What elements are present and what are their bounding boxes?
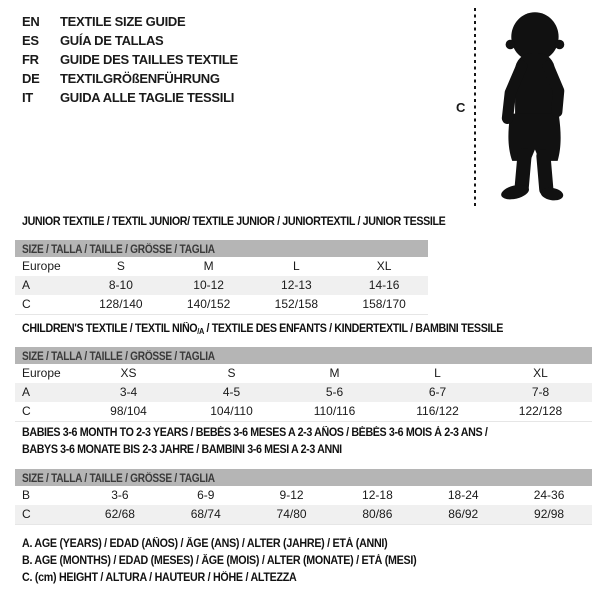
language-code: EN <box>22 14 40 29</box>
row-label: C <box>22 404 31 418</box>
row-label: C <box>22 507 31 521</box>
row-label: Europe <box>22 259 61 273</box>
value-cell: 140/152 <box>186 297 231 311</box>
table-row <box>15 364 592 383</box>
title-subscript: /A <box>197 327 204 336</box>
value-cell: 128/140 <box>99 297 143 311</box>
guide-title: TEXTILGRÖßENFÜHRUNG <box>60 71 220 86</box>
height-measure-dashed-line <box>474 8 476 206</box>
value-cell: 12-13 <box>281 278 312 292</box>
value-cell: 14-16 <box>368 278 400 292</box>
language-row <box>22 69 238 88</box>
language-title-list <box>22 12 238 107</box>
language-row <box>22 31 238 50</box>
value-cell: 98/104 <box>110 404 147 418</box>
children-table-title <box>22 321 503 340</box>
size-header-text: SIZE / TALLA / TAILLE / GRÖSSE / TAGLIA <box>22 473 215 485</box>
size-header-text: SIZE / TALLA / TAILLE / GRÖSSE / TAGLIA <box>22 351 215 363</box>
value-cell: 158/170 <box>362 297 406 311</box>
legend-line-c: C. (cm) HEIGHT / ALTURA / HAUTEUR / HÖHE / ALTEZZA <box>22 572 297 584</box>
value-cell: 92/98 <box>534 507 565 521</box>
size-cell: L <box>434 366 441 380</box>
value-cell: 8-10 <box>108 278 133 292</box>
guide-title: GUIDE DES TAILLES TEXTILE <box>60 52 238 67</box>
value-cell: 7-8 <box>531 385 550 399</box>
value-cell: 68/74 <box>190 507 221 521</box>
size-cell: XL <box>533 366 548 380</box>
legend-line-b: B. AGE (MONTHS) / EDAD (MESES) / ÂGE (MOIS) / ALTER (MONATE) / ETÀ (MESI) <box>22 555 417 567</box>
value-cell: 24-36 <box>533 488 565 502</box>
table-row <box>15 257 428 276</box>
size-header-bar <box>15 240 428 257</box>
guide-title: GUÍA DE TALLAS <box>60 33 164 48</box>
value-cell: 3-4 <box>119 385 138 399</box>
babies-size-table <box>15 469 592 525</box>
value-cell: 18-24 <box>447 488 479 502</box>
row-label: A <box>22 278 31 292</box>
value-cell: 6-7 <box>428 385 447 399</box>
table-row <box>15 486 592 505</box>
value-cell: 74/80 <box>276 507 307 521</box>
row-label: A <box>22 385 31 399</box>
height-figure <box>450 0 600 215</box>
table-row <box>15 383 592 402</box>
row-label: C <box>22 297 31 311</box>
value-cell: 116/122 <box>416 404 459 418</box>
value-cell: 10-12 <box>193 278 224 292</box>
title-line: BABIES 3-6 MONTH TO 2-3 YEARS / BEBÉS 3-6 MESES A 2-3 AÑOS / BÉBÉS 3-6 MOIS À 2-3 ANS / <box>22 427 488 439</box>
height-measure-label: C <box>456 100 466 115</box>
size-header-text: SIZE / TALLA / TAILLE / GRÖSSE / TAGLIA <box>22 244 215 256</box>
table-row <box>15 276 428 295</box>
size-header-bar <box>15 469 592 486</box>
language-code: ES <box>22 33 39 48</box>
guide-title: GUIDA ALLE TAGLIE TESSILI <box>60 90 235 105</box>
row-label: Europe <box>22 366 61 380</box>
value-cell: 110/116 <box>313 404 356 418</box>
size-header-bar <box>15 347 592 364</box>
title-line: BABYS 3-6 MONATE BIS 2-3 JAHRE / BAMBINI 3-6 MESI A 2-3 ANNI <box>22 444 342 456</box>
value-cell: 86/92 <box>448 507 479 521</box>
value-cell: 9-12 <box>279 488 304 502</box>
value-cell: 3-6 <box>111 488 129 502</box>
size-cell: S <box>227 366 236 380</box>
size-cell: M <box>203 259 214 273</box>
junior-size-table <box>15 240 428 315</box>
title-part: CHILDREN'S TEXTILE / TEXTIL NIÑO <box>22 323 198 335</box>
children-size-table <box>15 347 592 422</box>
measure-legend <box>22 536 446 587</box>
size-cell: M <box>329 366 340 380</box>
size-cell: S <box>116 259 125 273</box>
language-row <box>22 50 238 69</box>
junior-table-title: JUNIOR TEXTILE / TEXTIL JUNIOR/ TEXTILE JUNIOR / JUNIORTEXTIL / JUNIOR TESSILE <box>22 216 446 228</box>
row-label: B <box>22 488 31 502</box>
guide-title: TEXTILE SIZE GUIDE <box>60 14 186 29</box>
size-cell: L <box>293 259 300 273</box>
value-cell: 4-5 <box>222 385 241 399</box>
language-code: IT <box>22 90 33 105</box>
value-cell: 62/68 <box>104 507 135 521</box>
language-code: DE <box>22 71 40 86</box>
language-row <box>22 12 238 31</box>
baby-silhouette-icon <box>481 5 587 207</box>
table-row <box>15 505 592 524</box>
title-part: / TEXTILE DES ENFANTS / KINDERTEXTIL / BAMBINI TESSILE <box>203 323 503 335</box>
value-cell: 6-9 <box>197 488 215 502</box>
value-cell: 104/110 <box>210 404 253 418</box>
value-cell: 12-18 <box>362 488 393 502</box>
language-row <box>22 88 238 107</box>
size-cell: XS <box>120 366 137 380</box>
value-cell: 5-6 <box>325 385 344 399</box>
table-row <box>15 402 592 421</box>
size-cell: XL <box>376 259 392 273</box>
language-code: FR <box>22 52 39 67</box>
legend-line-a: A. AGE (YEARS) / EDAD (AÑOS) / ÂGE (ANS) / ALTER (JAHRE) / ETÀ (ANNI) <box>22 538 388 550</box>
table-row <box>15 295 428 314</box>
value-cell: 122/128 <box>518 404 563 418</box>
babies-table-title <box>22 425 487 459</box>
value-cell: 80/86 <box>362 507 393 521</box>
value-cell: 152/158 <box>274 297 319 311</box>
